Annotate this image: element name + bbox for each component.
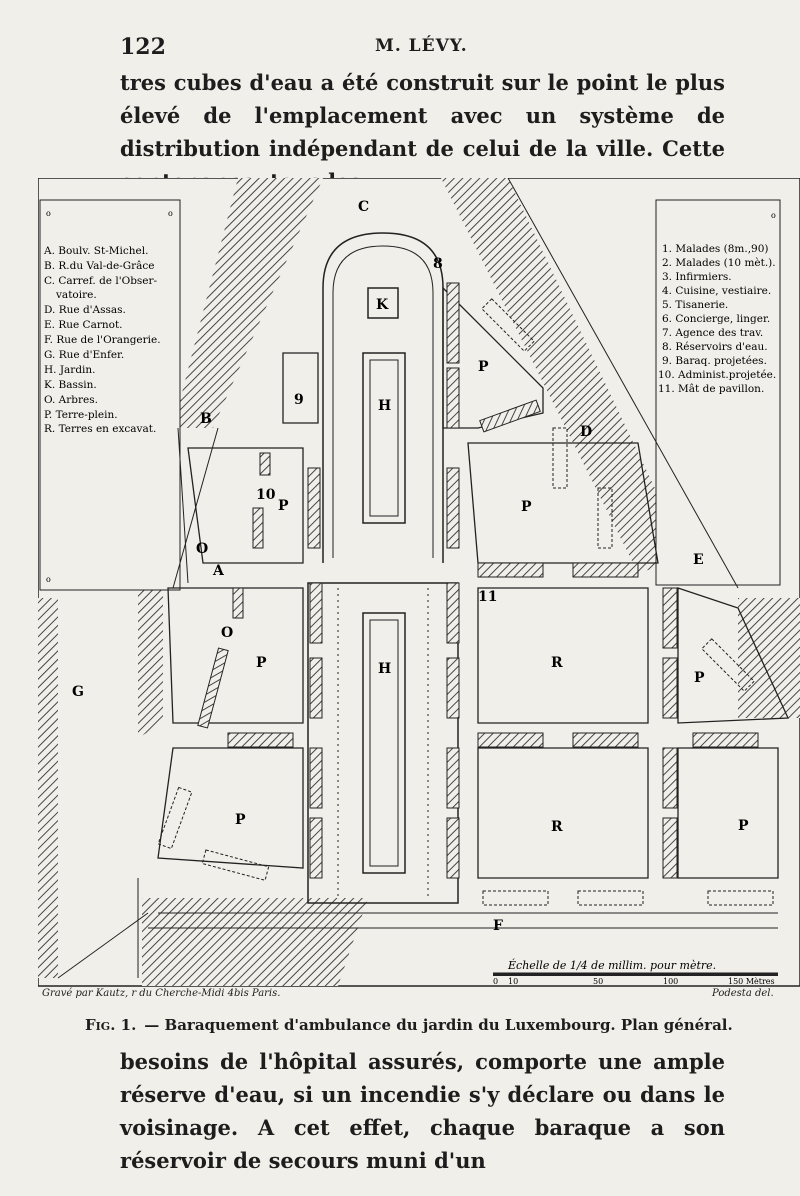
legend-left-9: K. Bassin. [44,379,97,391]
label-H-top: H [378,398,392,414]
legend-left-1: B. R.du Val-de-Grâce [44,260,155,272]
legend-left-5: E. Rue Carnot. [44,319,123,331]
legend-left-0: A. Boulv. St-Michel. [44,245,149,257]
label-n8: 8 [433,256,443,272]
scale-text: Échelle de 1/4 de millim. pour mètre. [508,959,717,972]
scale-tick-4: 150 Mètres [728,977,775,986]
engraver-credit: Gravé par Kautz, r du Cherche-Midi 4bis Paris. [42,988,281,999]
running-head-author: M. LÉVY. [375,36,468,56]
legend-right-1: 2. Malades (10 mèt.). [662,257,776,269]
label-A: A [213,563,224,579]
label-O-2: O [221,625,234,641]
legend-right-2: 3. Infirmiers. [662,271,732,283]
label-n10: 10 [256,487,276,503]
label-B: B [200,411,212,427]
label-E: E [693,552,704,568]
label-n11: 11 [478,589,498,605]
label-H-bottom: H [378,661,392,677]
svg-text:o: o [46,575,51,584]
legend-right-8: 9. Baraq. projetées. [662,355,767,367]
label-P-3: P [278,498,289,514]
scale-tick-2: 50 [593,977,604,986]
svg-text:o: o [46,209,51,218]
legend-right-3: 4. Cuisine, vestiaire. [662,285,772,297]
page-header [120,34,780,60]
legend-left-4: D. Rue d'Assas. [44,304,126,316]
legend-left-8: H. Jardin. [44,364,96,376]
draftsman-credit: Podesta del. [712,988,774,999]
site-plan [38,178,800,988]
paragraph-top: tres cubes d'eau a été construit sur le point le plus élevé de l'emplacement avec un système de distribution indépendant de celui de la ville. Cette [120,70,725,161]
legend-left-6: F. Rue de l'Orangerie. [44,334,161,346]
svg-text:o: o [168,209,173,218]
legend-right-4: 5. Tisanerie. [662,299,729,311]
legend-left-12: R. Terres en excavat. [44,423,157,435]
legend-right-10: 11. Mât de pavillon. [658,383,765,395]
legend-right-5: 6. Concierge, linger. [662,313,771,325]
label-R-2: R [551,819,563,835]
legend-right-7: 8. Réservoirs d'eau. [662,341,768,353]
label-P-2: P [521,499,532,515]
legend-left-10: O. Arbres. [44,394,98,406]
label-R-1: R [551,655,563,671]
legend-left-7: G. Rue d'Enfer. [44,349,125,361]
label-P-7: P [738,818,749,834]
page-number: 122 [120,34,166,60]
label-O-1: O [196,541,209,557]
label-C: C [358,199,370,215]
label-P-5: P [235,812,246,828]
scale-tick-0: 0 [493,977,499,986]
label-P-1: P [478,359,489,375]
label-n9-a: 9 [294,392,304,408]
svg-text:o: o [771,211,776,220]
scale-tick-3: 100 [663,977,679,986]
label-P-4: P [256,655,267,671]
figure-label: Fig. 1. [85,1016,137,1034]
legend-left-3: vatoire. [56,289,97,301]
label-P-6: P [694,670,705,686]
legend-left-11: P. Terre-plein. [44,409,118,421]
legend-right-0: 1. Malades (8m.,90) [662,243,769,255]
figure-caption-text: — Baraquement d'ambulance du jardin du Luxembourg. Plan général. [144,1016,733,1034]
legend-left-2: C. Carref. de l'Obser- [44,275,158,287]
figure-caption [85,1016,733,1034]
label-G: G [72,684,84,700]
legend-right-9: 10. Administ.projetée. [658,369,777,381]
label-K: K [376,297,389,313]
paragraph-bottom: besoins de l'hôpital assurés, comporte une ample réserve d'eau, si un incendie s'y déclare ou dans le voisinage. A cet effet, chaque baraque a son réservoir de secours muni d'un [120,1049,725,1173]
scale-tick-1: 10 [508,977,519,986]
label-D: D [580,424,593,440]
legend-right-6: 7. Agence des trav. [662,327,764,339]
label-F: F [493,918,503,934]
